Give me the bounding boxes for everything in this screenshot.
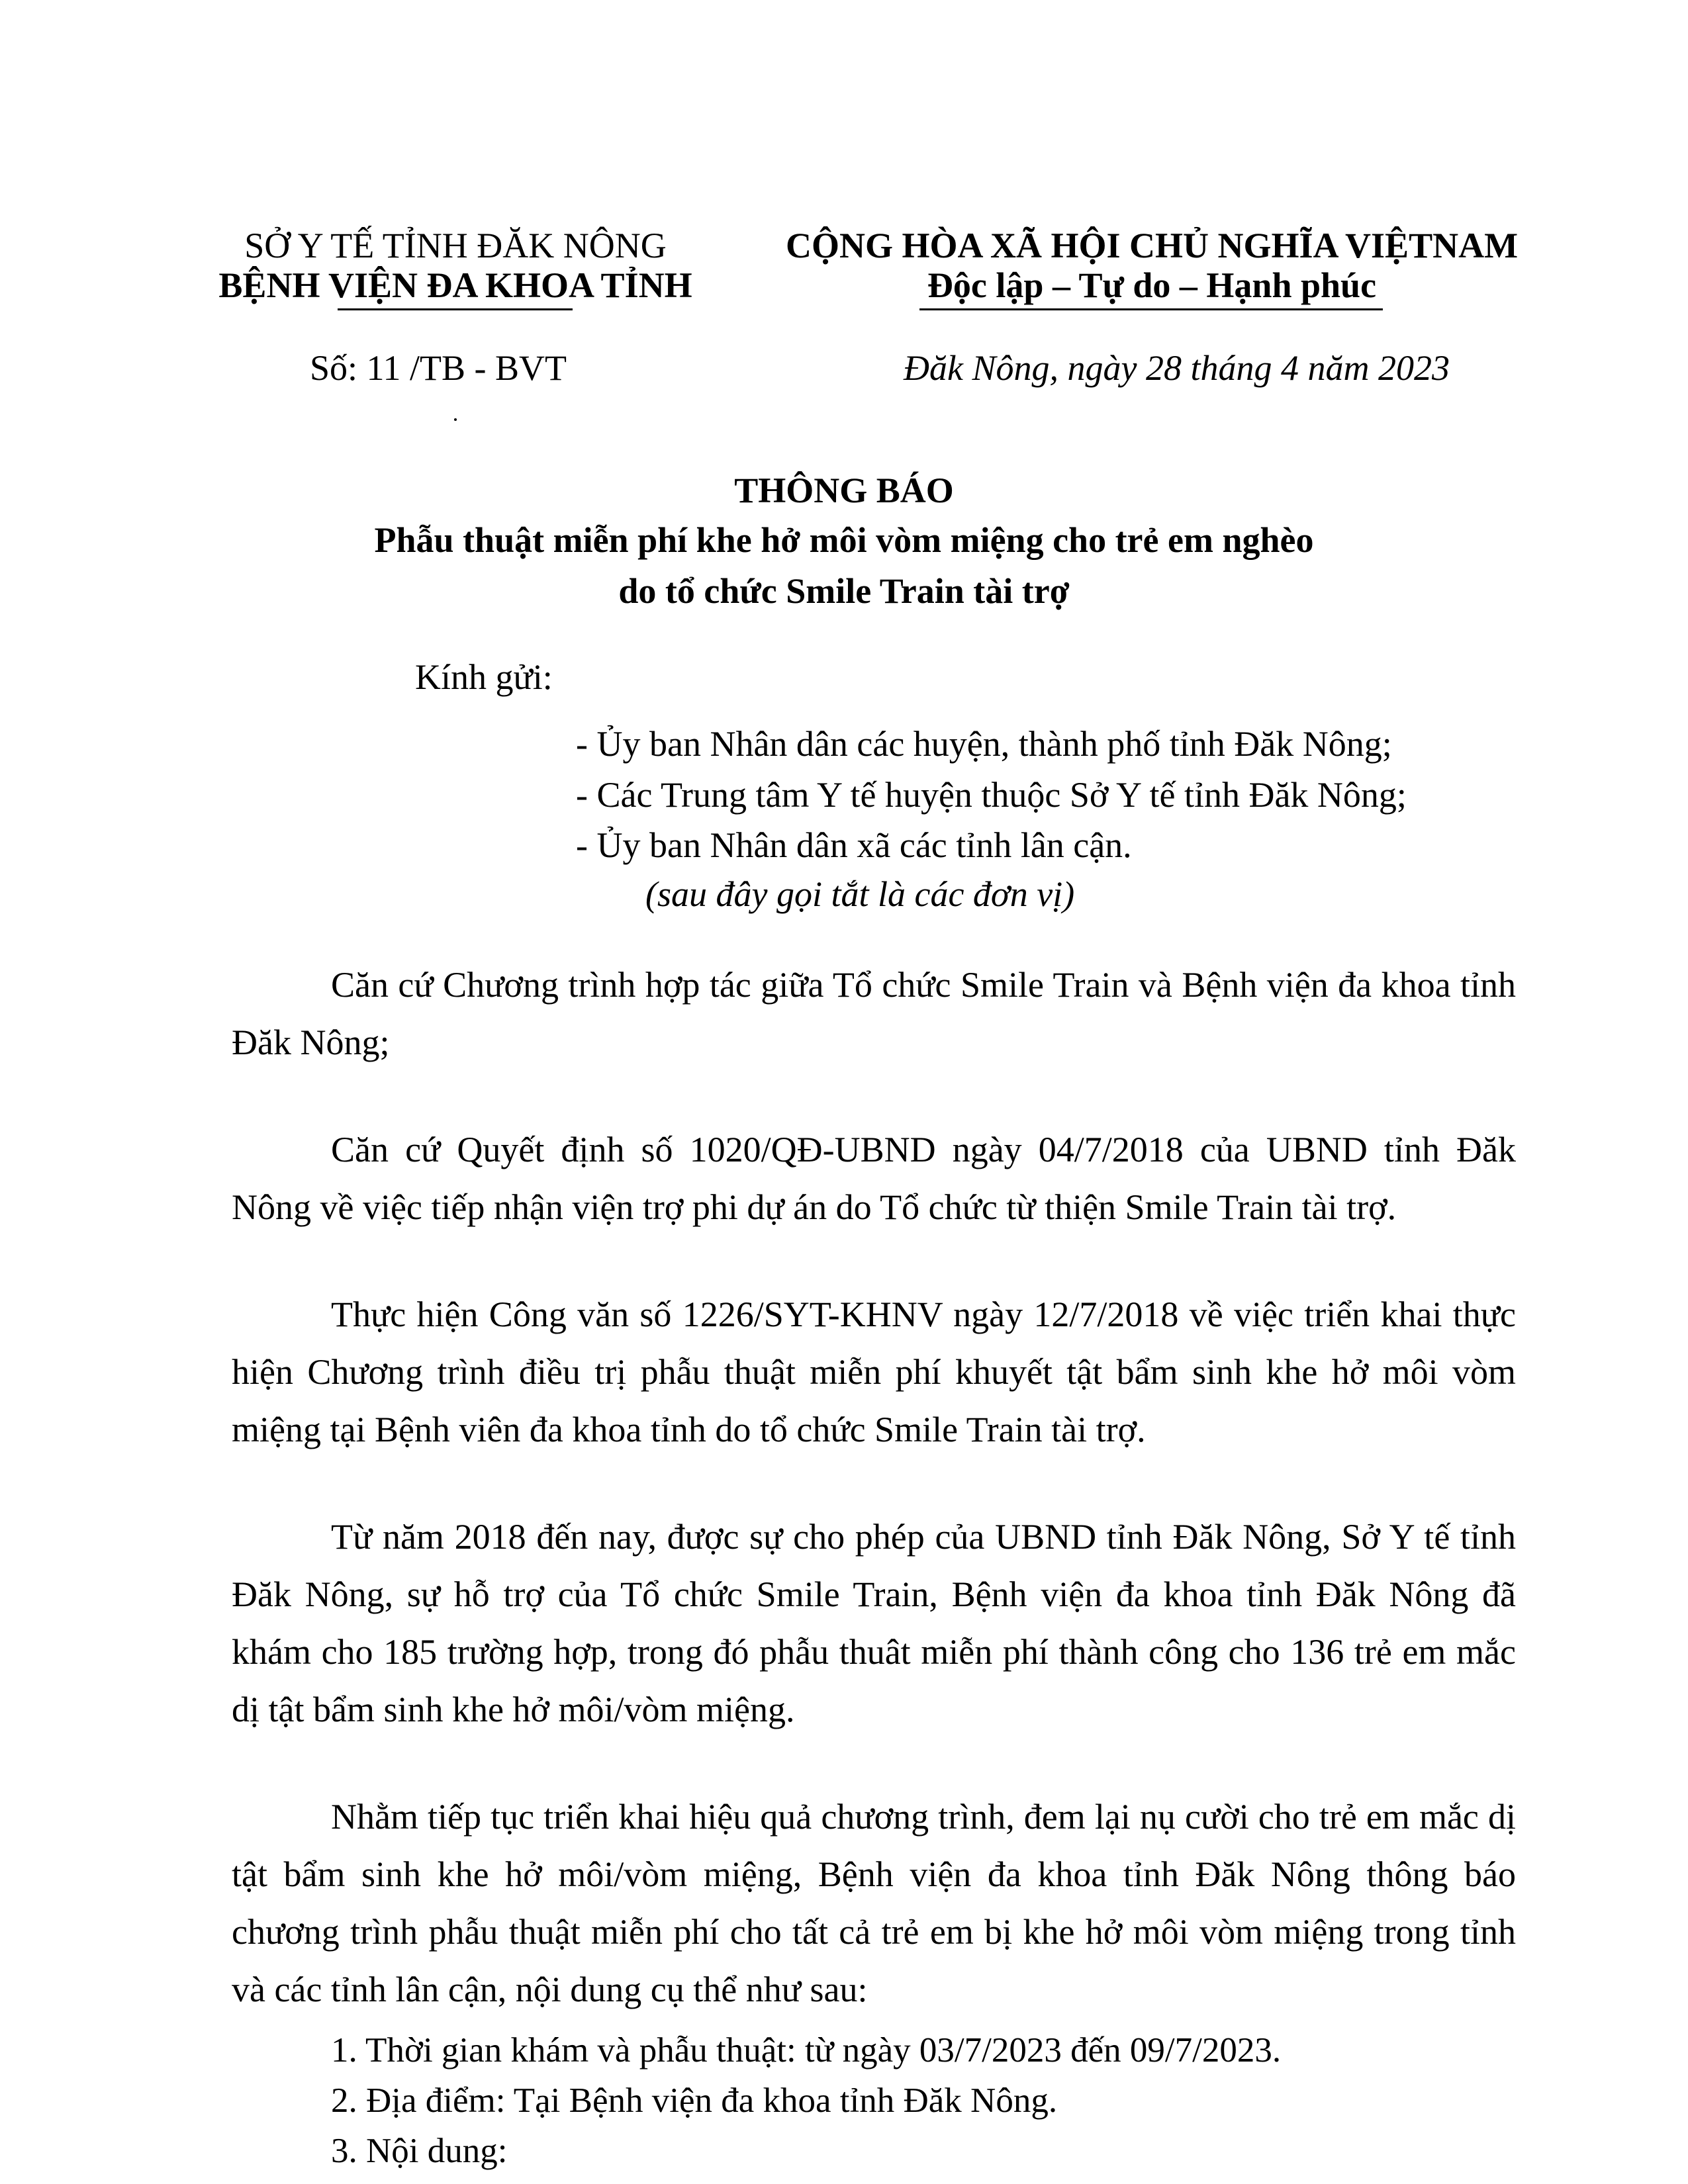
nation-underline (919, 308, 1383, 310)
agency-line-2: BỆNH VIỆN ĐA KHOA TỈNH (218, 265, 692, 305)
stray-dot (454, 418, 457, 421)
recipient-item: - Ủy ban Nhân dân xã các tỉnh lân cận. (576, 825, 1132, 865)
agency-underline (338, 308, 573, 310)
numbered-item: 2. Địa điểm: Tại Bệnh viện đa khoa tỉnh Đăk Nông. (331, 2081, 1058, 2120)
recipient-item: - Ủy ban Nhân dân các huyện, thành phố tỉnh Đăk Nông; (576, 724, 1392, 764)
body-paragraph: Căn cứ Quyết định số 1020/QĐ-UBND ngày 04/7/2018 của UBND tỉnh Đăk Nông về việc tiếp nhận viện trợ phi dự án do Tổ chức từ thiện Smile Train tài trợ. (232, 1130, 1516, 1227)
recipient-item: - Các Trung tâm Y tế huyện thuộc Sở Y tế tỉnh Đăk Nông; (576, 775, 1407, 815)
document-subtitle-2: do tổ chức Smile Train tài trợ (618, 571, 1070, 611)
recipient-note: (sau đây gọi tắt là các đơn vị) (645, 874, 1075, 914)
place-date: Đăk Nông, ngày 28 tháng 4 năm 2023 (904, 348, 1450, 388)
body-paragraph: Căn cứ Chương trình hợp tác giữa Tổ chức Smile Train và Bệnh viện đa khoa tỉnh Đăk Nông; (232, 965, 1516, 1062)
document-number: Số: 11 /TB - BVT (310, 348, 567, 388)
document-title: THÔNG BÁO (734, 471, 954, 510)
agency-line-1: SỞ Y TẾ TỈNH ĐĂK NÔNG (244, 226, 667, 265)
document-subtitle-1: Phẫu thuật miễn phí khe hở môi vòm miệng cho trẻ em nghèo (374, 520, 1314, 560)
nation-line-1: CỘNG HÒA XÃ HỘI CHỦ NGHĨA VIỆTNAM (785, 226, 1519, 265)
body-paragraph: Nhằm tiếp tục triển khai hiệu quả chương trình, đem lại nụ cười cho trẻ em mắc dị tật bẩm sinh khe hở môi/vòm miệng, Bệnh viện đa khoa tỉnh Đăk Nông thông báo chương trình phẫu thuật miễn phí cho tất cả trẻ em bị khe hở môi vòm miệng trong tỉnh và các tỉnh lân cận, nội dung cụ thể như sau: (232, 1797, 1516, 2009)
body-paragraph: Thực hiện Công văn số 1226/SYT-KHNV ngày 12/7/2018 về việc triển khai thực hiện Chương trình điều trị phẫu thuật miễn phí khuyết tật bẩm sinh khe hở môi vòm miệng tại Bệnh viên đa khoa tỉnh do tổ chức Smile Train tài trợ. (232, 1295, 1516, 1449)
numbered-item: 1. Thời gian khám và phẫu thuật: từ ngày 03/7/2023 đến 09/7/2023. (331, 2031, 1282, 2070)
body-paragraph: Từ năm 2018 đến nay, được sự cho phép của UBND tỉnh Đăk Nông, Sở Y tế tỉnh Đăk Nông, sự hỗ trợ của Tổ chức Smile Train, Bệnh viện đa khoa tỉnh Đăk Nông đã khám cho 185 trường hợp, trong đó phẫu thuât miễn phí thành công cho 136 trẻ em mắc dị tật bẩm sinh khe hở môi/vòm miệng. (232, 1517, 1516, 1729)
nation-line-2: Độc lập – Tự do – Hạnh phúc (927, 265, 1377, 305)
greeting: Kính gửi: (415, 657, 553, 697)
numbered-item: 3. Nội dung: (331, 2132, 508, 2170)
